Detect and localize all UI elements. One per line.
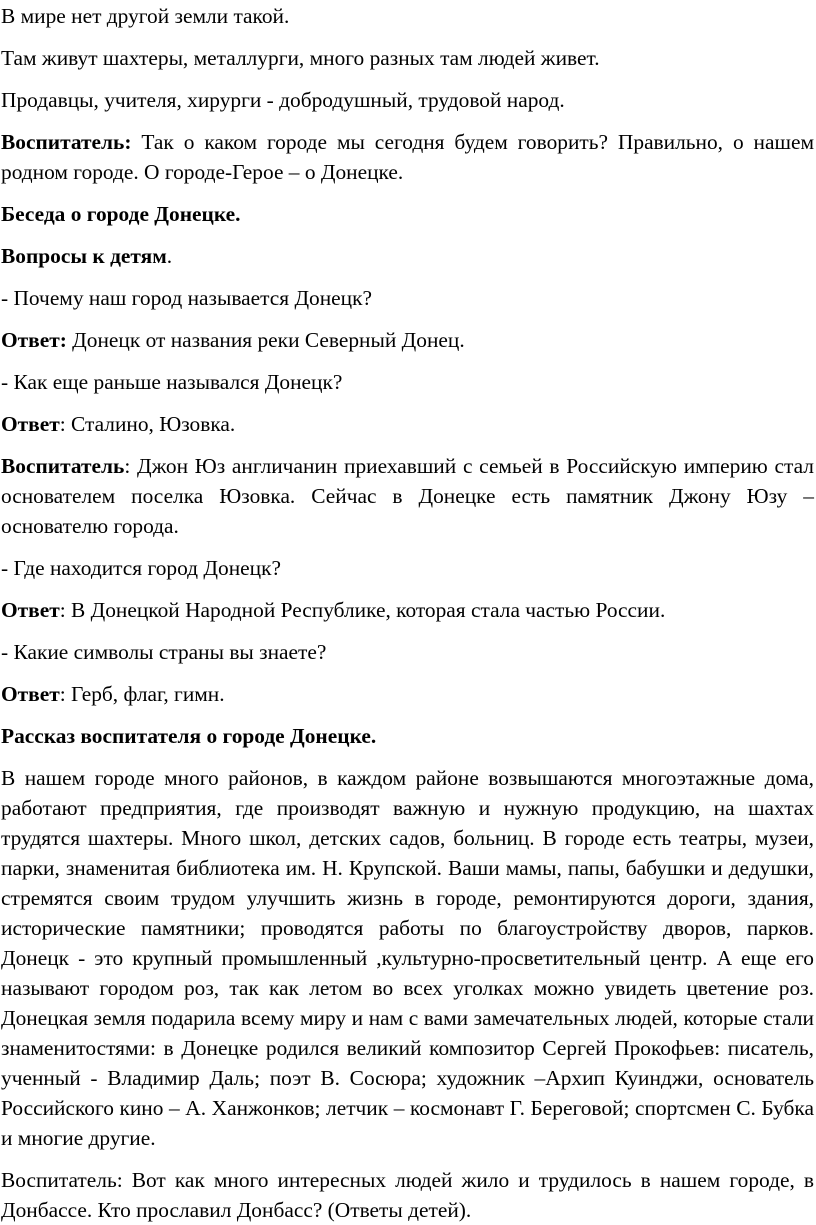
paragraph-text: : Джон Юз англичанин приехавший с семьей в Российскую империю стал основателем поселка Юзовка. Сейчас в Донецке есть памятник Джону Юзу – основателю города. [1,454,814,538]
answer-1 [1,325,814,355]
paragraph-text: В мире нет другой земли такой. [1,4,290,28]
document-page [0,1,816,1222]
question-3 [1,553,814,583]
poem-line-3 [1,85,814,115]
paragraph-text: - Как еще раньше назывался Донецк? [1,370,343,394]
paragraph-text: Донецк от названия реки Северный Донец. [66,328,465,352]
paragraph-text: Так о каком городе мы сегодня будем говорить? Правильно, о нашем родном городе. О городе-Герое – о Донецке. [1,130,814,184]
paragraph-text: - Почему наш город называется Донецк? [1,286,373,310]
heading-text: Беседа о городе Донецке. [1,202,241,226]
section-heading-questions [1,241,814,271]
teacher-paragraph-hughes [1,451,814,541]
paragraph-text: : Сталино, Юзовка. [59,412,236,436]
paragraph-text: - Какие символы страны вы знаете? [1,640,327,664]
paragraph-text: В нашем городе много районов, в каждом районе возвышаются многоэтажные дома, работают предприятия, где производят важную и нужную продукцию, на шахтах трудятся шахтеры. Много школ, детских садов, больниц. В городе есть театры, музеи, парки, знаменитая библиотека им. Н. Крупской. Ваши мамы, папы, бабушки и дедушки, стремятся своим трудом улучшить жизнь в городе, ремонтируются дороги, здания, исторические памятники; проводятся работы по благоустройству дворов, парков. Донецк - это крупный промышленный ,культурно-просветительный центр. А еще его называют городом роз, так как летом во всех уголках можно увидеть цветение роз. Донецкая земля подарила всему миру и нам с вами замечательных людей, которые стали знаменитостями: в Донецке родился великий композитор Сергей Прокофьев: писатель, ученный - Владимир Даль; поэт В. Сосюра; художник –Архип Куинджи, основатель Российского кино – А. Ханжонков; летчик – космонавт Г. Береговой; спортсмен С. Бубка и многие другие. [1,766,814,1150]
story-paragraph [1,763,814,1153]
speaker-label: Воспитатель [1,454,125,478]
heading-text: Рассказ воспитателя о городе Донецке. [1,724,377,748]
answer-label: Ответ: [1,328,67,352]
section-heading-story [1,721,814,751]
answer-label: Ответ [1,412,60,436]
paragraph-text: Воспитатель: Вот как много интересных людей жило и трудилось в нашем городе, в Донбассе. Кто прославил Донбасс? (Ответы детей). [1,1168,814,1222]
heading-text: Вопросы к детям [1,244,167,268]
teacher-intro-paragraph [1,127,814,187]
question-2 [1,367,814,397]
question-1 [1,283,814,313]
answer-4 [1,679,814,709]
paragraph-text: . [166,244,173,268]
section-heading-conversation [1,199,814,229]
speaker-label: Воспитатель: [1,130,132,154]
answer-label: Ответ [1,682,60,706]
paragraph-text: - Где находится город Донецк? [1,556,281,580]
poem-line-1 [1,1,814,31]
answer-3 [1,595,814,625]
paragraph-text: Там живут шахтеры, металлурги, много разных там людей живет. [1,46,600,70]
paragraph-text: Продавцы, учителя, хирурги - добродушный, трудовой народ. [1,88,565,112]
answer-label: Ответ [1,598,60,622]
paragraph-text: : Герб, флаг, гимн. [59,682,225,706]
answer-2 [1,409,814,439]
teacher-closing-paragraph [1,1165,814,1225]
question-4 [1,637,814,667]
poem-line-2 [1,43,814,73]
paragraph-text: : В Донецкой Народной Республике, которая стала частью России. [59,598,666,622]
